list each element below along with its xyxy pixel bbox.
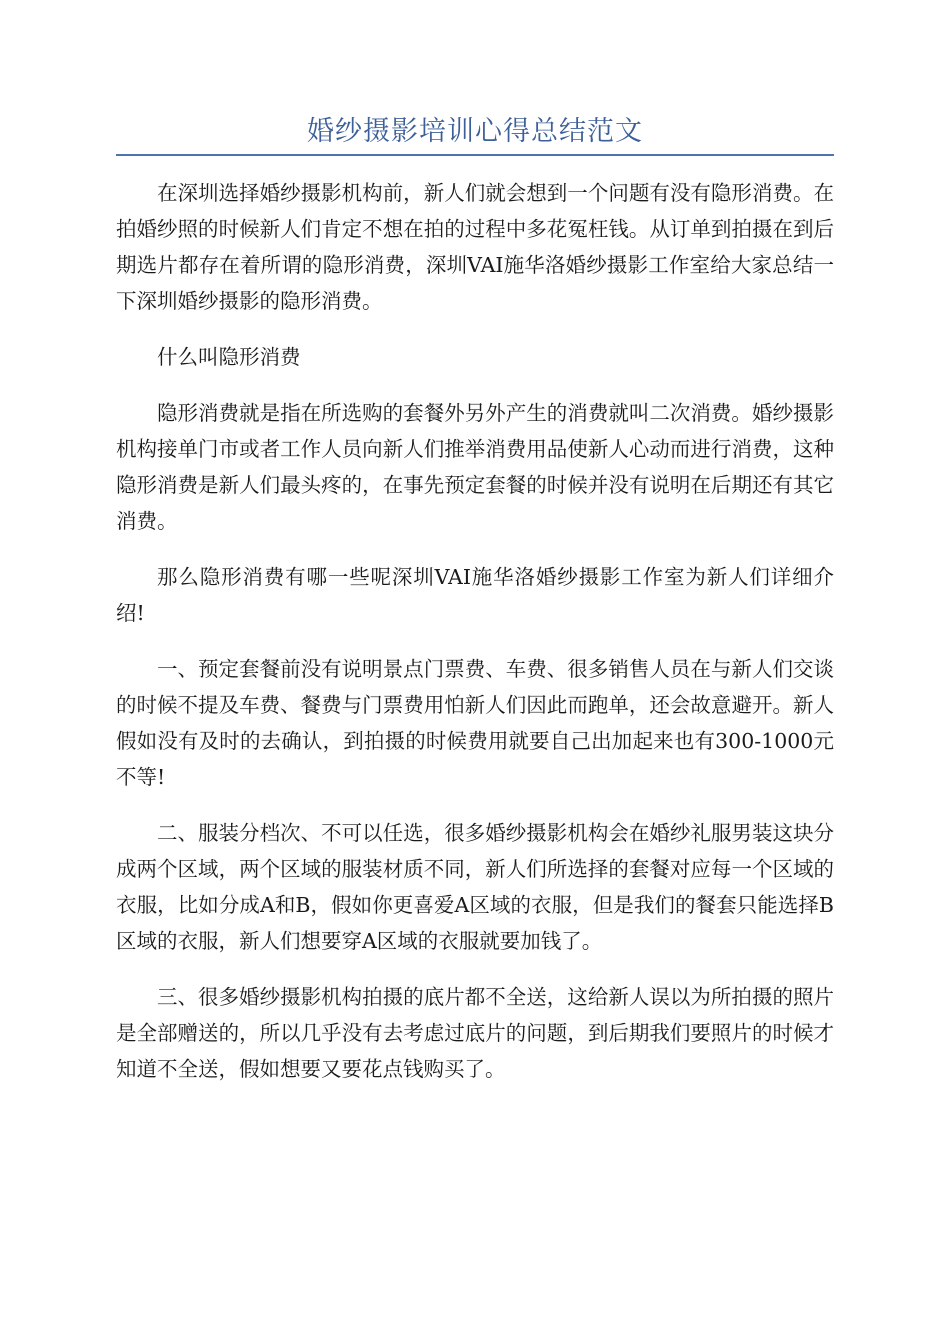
paragraph-definition: 隐形消费就是指在所选购的套餐外另外产生的消费就叫二次消费。婚纱摄影机构接单门市或者工作人员向新人们推举消费用品使新人心动而进行消费，这种隐形消费是新人们最头疼的，在事先预定套餐的时候并没有说明在后期还有其它消费。 bbox=[116, 401, 834, 533]
paragraph-point-three: 三、很多婚纱摄影机构拍摄的底片都不全送，这给新人误以为所拍摄的照片是全部赠送的，所以几乎没有去考虑过底片的问题，到后期我们要照片的时候才知道不全送，假如想要又要花点钱购买了。 bbox=[116, 985, 834, 1081]
paragraph-point-one: 一、预定套餐前没有说明景点门票费、车费、很多销售人员在与新人们交谈的时候不提及车费、餐费与门票费用怕新人们因此而跑单，还会故意避开。新人假如没有及时的去确认，到拍摄的时候费用就要自己出加起来也有300-1000元不等! bbox=[116, 657, 834, 789]
title-underline bbox=[116, 154, 834, 156]
document-title: 婚纱摄影培训心得总结范文 bbox=[307, 116, 643, 147]
document-body bbox=[116, 175, 834, 1107]
paragraph-transition: 那么隐形消费有哪一些呢深圳VAI施华洛婚纱摄影工作室为新人们详细介绍! bbox=[116, 565, 834, 625]
paragraph-subheading: 什么叫隐形消费 bbox=[157, 345, 301, 369]
paragraph-intro: 在深圳选择婚纱摄影机构前，新人们就会想到一个问题有没有隐形消费。在拍婚纱照的时候新人们肯定不想在拍的过程中多花冤枉钱。从订单到拍摄在到后期选片都存在着所谓的隐形消费，深圳VAI施华洛婚纱摄影工作室给大家总结一下深圳婚纱摄影的隐形消费。 bbox=[116, 181, 834, 313]
paragraph-point-two: 二、服装分档次、不可以任选，很多婚纱摄影机构会在婚纱礼服男装这块分成两个区域，两个区域的服装材质不同，新人们所选择的套餐对应每一个区域的衣服，比如分成A和B，假如你更喜爱A区域的衣服，但是我们的餐套只能选择B区域的衣服，新人们想要穿A区域的衣服就要加钱了。 bbox=[116, 821, 834, 953]
